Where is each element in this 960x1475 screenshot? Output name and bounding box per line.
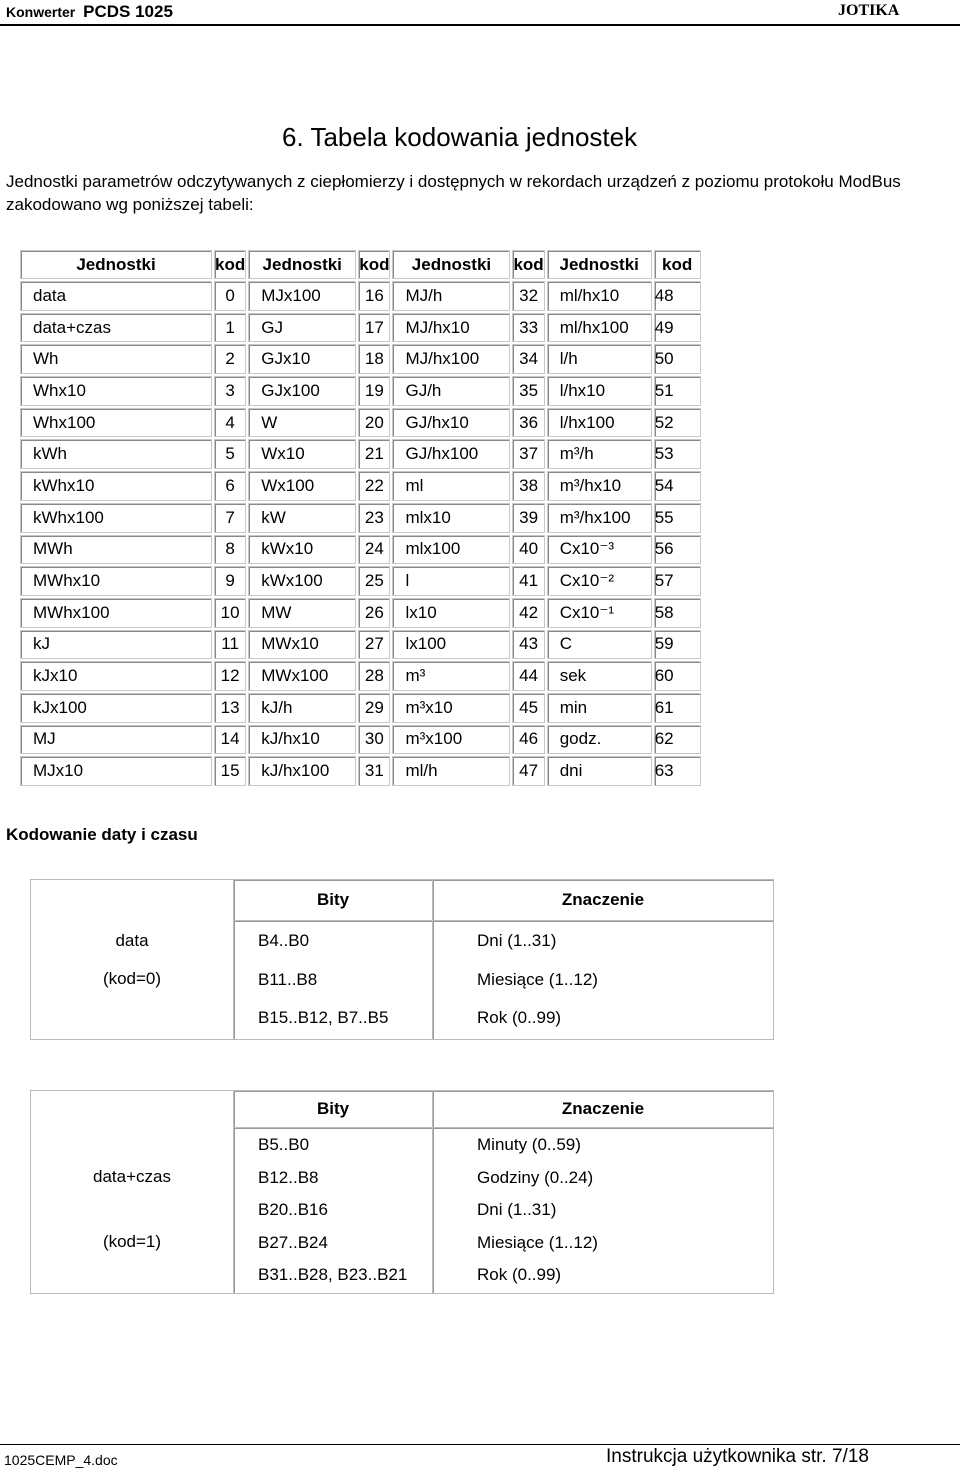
col-header-code: kod [512,250,544,279]
code-cell: 6 [214,471,246,501]
code-cell: 7 [214,503,246,533]
code-cell: 43 [512,630,544,660]
datetime-label: data+czas [93,1167,171,1187]
unit-cell: MJ/h [392,281,510,311]
unit-cell: mlx100 [392,535,510,565]
datetime-meaning-1: Godziny (0..24) [477,1167,594,1187]
header-divider [0,24,960,26]
unit-cell: MWhx10 [20,566,212,596]
datetime-label-cell [31,1128,234,1294]
code-cell: 5 [214,439,246,469]
code-cell: 44 [512,661,544,691]
date-bits-0: B4..B0 [258,931,310,950]
code-cell: 0 [214,281,246,311]
date-bits-1: B11..B8 [258,969,318,989]
code-cell: 1 [214,313,246,343]
code-cell: 3 [214,376,246,406]
code-cell: 27 [358,630,390,660]
code-cell: 39 [512,503,544,533]
table-row [20,566,701,596]
table-row [20,281,701,311]
units-table [18,248,703,788]
col-header-units: Jednostki [547,250,652,279]
section-title-date: Kodowanie daty i czasu [6,825,198,844]
table-row [20,630,701,660]
unit-cell: kJx100 [20,693,212,723]
date-col-bity: Bity [234,880,433,921]
unit-cell: GJx10 [248,344,356,374]
datetime-col-bity: Bity [234,1091,433,1128]
unit-cell: Wx10 [248,439,356,469]
header-app: Konwerter [6,4,76,20]
unit-cell: l/hx100 [547,408,652,438]
date-bits-cell [234,921,433,1040]
intro-paragraph: Jednostki parametrów odczytywanych z ciepłomierzy i dostępnych w rekordach urządzeń z poziomu protokołu ModBus zakodowano wg poniższej tabeli: [6,172,901,214]
col-header-units: Jednostki [392,250,510,279]
page-title: 6. Tabela kodowania jednostek [282,122,638,152]
table-row [20,471,701,501]
code-cell: 50 [654,344,701,374]
code-cell: 38 [512,471,544,501]
unit-cell: data [20,281,212,311]
date-meaning-0: Dni (1..31) [477,931,557,950]
footer-filename: 1025CEMP_4.doc [4,1452,118,1468]
unit-cell: l [392,566,510,596]
datetime-col-znaczenie: Znaczenie [433,1091,774,1128]
unit-cell: godz. [547,725,652,755]
code-cell: 40 [512,535,544,565]
unit-cell: kWh [20,439,212,469]
unit-cell: GJ/hx10 [392,408,510,438]
unit-cell: C [547,630,652,660]
code-cell: 47 [512,756,544,786]
code-cell: 34 [512,344,544,374]
unit-cell: kJx10 [20,661,212,691]
unit-cell: Cx10⁻¹ [547,598,652,628]
code-cell: 15 [214,756,246,786]
unit-cell: m³/h [547,439,652,469]
datetime-table [30,1090,774,1294]
date-table [30,879,774,1040]
unit-cell: data+czas [20,313,212,343]
table-row [20,408,701,438]
datetime-meaning-2: Dni (1..31) [477,1200,557,1219]
code-cell: 24 [358,535,390,565]
unit-cell: Whx100 [20,408,212,438]
unit-cell: MJ [20,725,212,755]
datetime-code: (kod=1) [102,1232,162,1252]
unit-cell: lx10 [392,598,510,628]
unit-cell: kWx10 [248,535,356,565]
table-row [20,661,701,691]
unit-cell: l/h [547,344,652,374]
code-cell: 55 [654,503,701,533]
date-bits-2: B15..B12, B7..B5 [258,1008,389,1027]
footer-divider [0,1444,960,1445]
code-cell: 28 [358,661,390,691]
datetime-meaning-4: Rok (0..99) [477,1265,562,1284]
unit-cell: MWx100 [248,661,356,691]
unit-cell: l/hx10 [547,376,652,406]
unit-cell: ml/hx10 [547,281,652,311]
table-row [20,344,701,374]
unit-cell: kWhx100 [20,503,212,533]
datetime-meaning-0: Minuty (0..59) [477,1135,581,1154]
code-cell: 62 [654,725,701,755]
unit-cell: kJ/hx100 [248,756,356,786]
datetime-table-corner [31,1091,234,1128]
unit-cell: kWx100 [248,566,356,596]
code-cell: 22 [358,471,390,501]
unit-cell: mlx10 [392,503,510,533]
code-cell: 45 [512,693,544,723]
unit-cell: MJx10 [20,756,212,786]
unit-cell: GJ/h [392,376,510,406]
table-row [20,313,701,343]
datetime-bits-2: B20..B16 [258,1200,328,1219]
unit-cell: dni [547,756,652,786]
unit-cell: MJ/hx10 [392,313,510,343]
table-row [20,503,701,533]
unit-cell: m³/hx10 [547,471,652,501]
datetime-bits-1: B12..B8 [258,1167,319,1187]
unit-cell: kJ/h [248,693,356,723]
code-cell: 53 [654,439,701,469]
datetime-bits-0: B5..B0 [258,1135,310,1154]
table-row [20,439,701,469]
date-meaning-cell [433,921,774,1040]
unit-cell: GJ [248,313,356,343]
code-cell: 35 [512,376,544,406]
code-cell: 29 [358,693,390,723]
unit-cell: MWx10 [248,630,356,660]
code-cell: 46 [512,725,544,755]
datetime-bits-3: B27..B24 [258,1232,328,1252]
code-cell: 61 [654,693,701,723]
unit-cell: kJ/hx10 [248,725,356,755]
datetime-bits-4: B31..B28, B23..B21 [258,1265,408,1284]
unit-cell: W [248,408,356,438]
date-meaning-2: Rok (0..99) [477,1008,562,1027]
code-cell: 42 [512,598,544,628]
code-cell: 11 [214,630,246,660]
code-cell: 49 [654,313,701,343]
unit-cell: m³x10 [392,693,510,723]
unit-cell: MWhx100 [20,598,212,628]
unit-cell: Whx10 [20,376,212,406]
header-brand: JOTIKA [838,2,900,19]
table-row [20,693,701,723]
code-cell: 37 [512,439,544,469]
date-table-corner [31,880,234,921]
unit-cell: sek [547,661,652,691]
code-cell: 12 [214,661,246,691]
code-cell: 17 [358,313,390,343]
unit-cell: m³ [392,661,510,691]
col-header-code: kod [214,250,246,279]
unit-cell: MJx100 [248,281,356,311]
unit-cell: lx100 [392,630,510,660]
table-row [20,756,701,786]
unit-cell: m³/hx100 [547,503,652,533]
col-header-units: Jednostki [20,250,212,279]
code-cell: 10 [214,598,246,628]
unit-cell: Cx10⁻³ [547,535,652,565]
header-model: PCDS 1025 [83,2,173,21]
unit-cell: Cx10⁻² [547,566,652,596]
code-cell: 9 [214,566,246,596]
code-cell: 41 [512,566,544,596]
code-cell: 63 [654,756,701,786]
unit-cell: MW [248,598,356,628]
header-left [6,2,173,22]
code-cell: 21 [358,439,390,469]
date-code: (kod=0) [102,969,162,989]
unit-cell: ml [392,471,510,501]
code-cell: 52 [654,408,701,438]
code-cell: 59 [654,630,701,660]
datetime-bits-cell [234,1128,433,1294]
unit-cell: Wh [20,344,212,374]
unit-cell: ml/h [392,756,510,786]
code-cell: 54 [654,471,701,501]
unit-cell: GJ/hx100 [392,439,510,469]
code-cell: 19 [358,376,390,406]
unit-cell: m³x100 [392,725,510,755]
code-cell: 26 [358,598,390,628]
date-label-cell [31,921,234,1040]
unit-cell: kW [248,503,356,533]
unit-cell: kJ [20,630,212,660]
unit-cell: ml/hx100 [547,313,652,343]
code-cell: 20 [358,408,390,438]
code-cell: 36 [512,408,544,438]
col-header-code: kod [358,250,390,279]
col-header-units: Jednostki [248,250,356,279]
code-cell: 56 [654,535,701,565]
code-cell: 16 [358,281,390,311]
code-cell: 30 [358,725,390,755]
code-cell: 60 [654,661,701,691]
datetime-meaning-cell [433,1128,774,1294]
code-cell: 48 [654,281,701,311]
datetime-meaning-3: Miesiące (1..12) [477,1232,598,1252]
code-cell: 25 [358,566,390,596]
code-cell: 2 [214,344,246,374]
code-cell: 4 [214,408,246,438]
code-cell: 57 [654,566,701,596]
code-cell: 32 [512,281,544,311]
code-cell: 33 [512,313,544,343]
code-cell: 14 [214,725,246,755]
code-cell: 13 [214,693,246,723]
code-cell: 31 [358,756,390,786]
unit-cell: MWh [20,535,212,565]
unit-cell: GJx100 [248,376,356,406]
code-cell: 18 [358,344,390,374]
table-row [20,598,701,628]
unit-cell: kWhx10 [20,471,212,501]
date-meaning-1: Miesiące (1..12) [477,969,598,989]
unit-cell: min [547,693,652,723]
table-row [20,725,701,755]
date-label: data [115,930,149,950]
code-cell: 23 [358,503,390,533]
table-row [20,376,701,406]
unit-cell: Wx100 [248,471,356,501]
date-col-znaczenie: Znaczenie [433,880,774,921]
code-cell: 8 [214,535,246,565]
col-header-code: kod [654,250,701,279]
table-row [20,535,701,565]
code-cell: 58 [654,598,701,628]
footer-page: Instrukcja użytkownika str. 7/18 [606,1446,869,1467]
unit-cell: MJ/hx100 [392,344,510,374]
code-cell: 51 [654,376,701,406]
units-header-row [20,250,701,279]
